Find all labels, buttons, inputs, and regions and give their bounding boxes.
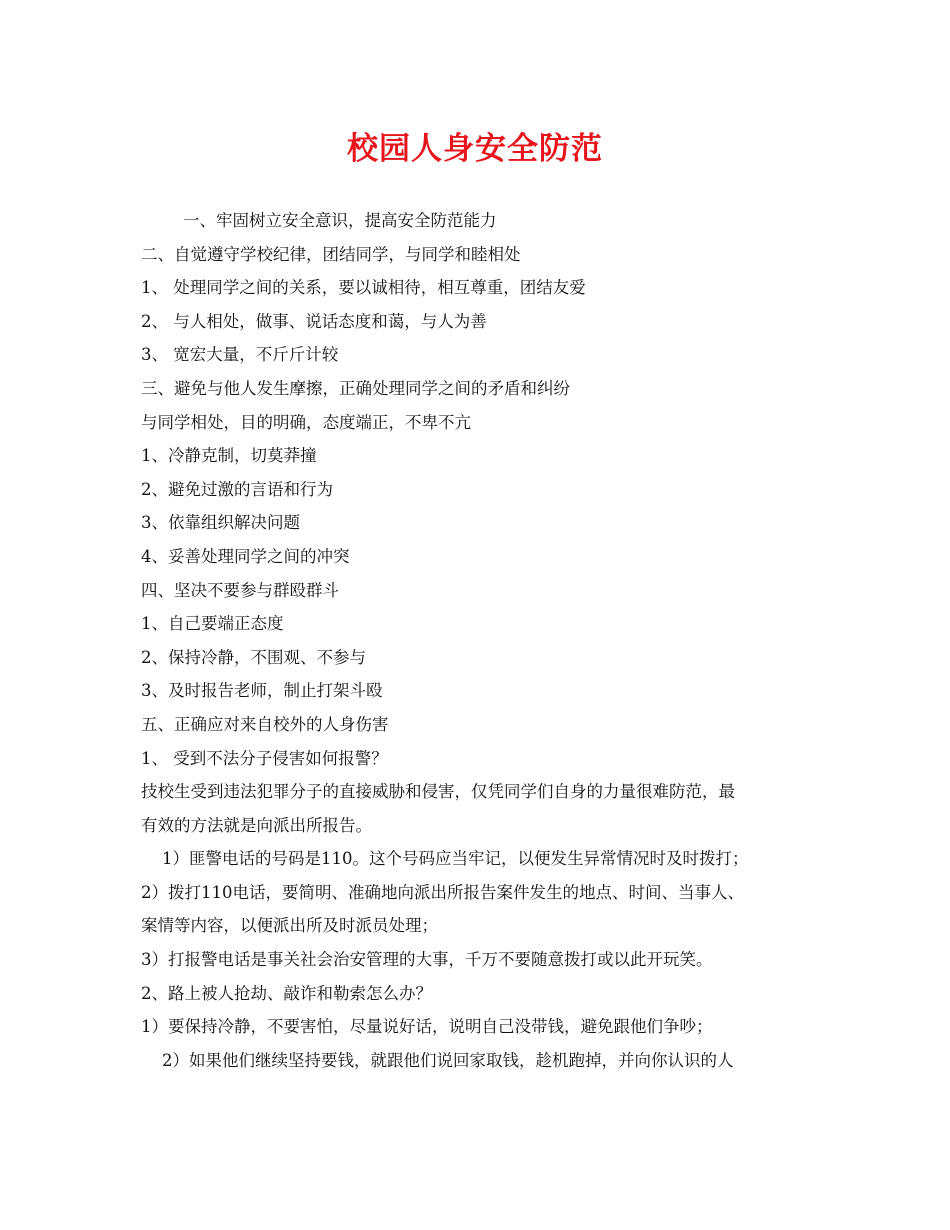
document-body [141,204,831,1077]
paragraph-line: 与同学相处，目的明确，态度端正，不卑不亢 [141,412,471,432]
document-title: 校园人身安全防范 [347,131,603,167]
paragraph-line: 有效的方法就是向派出所报告。 [141,815,372,835]
section-heading-5: 五、正确应对来自校外的人身伤害 [141,714,389,734]
list-item: 1、冷静克制，切莫莽撞 [141,446,317,466]
list-item: 1、 处理同学之间的关系，要以诚相待，相互尊重，团结友爱 [141,278,586,298]
paragraph-line: 1）匪警电话的号码是110。这个号码应当牢记，以便发生异常情况时及时拨打； [162,849,749,869]
paragraph-line: 3）打报警电话是事关社会治安管理的大事，千万不要随意拨打或以此开玩笑。 [141,950,713,970]
paragraph-line: 案情等内容，以便派出所及时派员处理； [141,916,438,936]
list-item: 2、保持冷静，不围观、不参与 [141,647,366,667]
list-item: 2、避免过激的言语和行为 [141,479,333,499]
section-heading-3: 三、避免与他人发生摩擦，正确处理同学之间的矛盾和纠纷 [141,378,570,398]
paragraph-line: 技校生受到违法犯罪分子的直接威胁和侵害，仅凭同学们自身的力量很难防范，最 [141,782,735,802]
section-heading-2: 二、自觉遵守学校纪律，团结同学，与同学和睦相处 [141,244,521,264]
list-item: 4、妥善处理同学之间的冲突 [141,546,350,566]
list-item: 1、自己要端正态度 [141,614,284,634]
list-item: 3、依靠组织解决问题 [141,513,300,533]
paragraph-line: 2）如果他们继续坚持要钱，就跟他们说回家取钱，趁机跑掉，并向你认识的人 [162,1050,734,1070]
list-item: 3、及时报告老师，制止打架斗殴 [141,681,383,701]
paragraph-line: 2）拨打110电话，要简明、准确地向派出所报告案件发生的地点、时间、当事人、 [141,882,744,902]
section-heading-4: 四、坚决不要参与群殴群斗 [141,580,339,600]
list-item: 2、路上被人抢劫、敲诈和勒索怎么办？ [141,983,432,1003]
paragraph-line: 1）要保持冷静，不要害怕，尽量说好话，说明自己没带钱，避免跟他们争吵； [141,1017,713,1037]
list-item: 2、 与人相处，做事、说话态度和蔼，与人为善 [141,311,487,331]
list-item: 3、 宽宏大量，不斤斤计较 [141,345,339,365]
section-heading-1: 一、牢固树立安全意识，提高安全防范能力 [183,211,497,230]
list-item: 1、 受到不法分子侵害如何报警？ [141,748,388,768]
